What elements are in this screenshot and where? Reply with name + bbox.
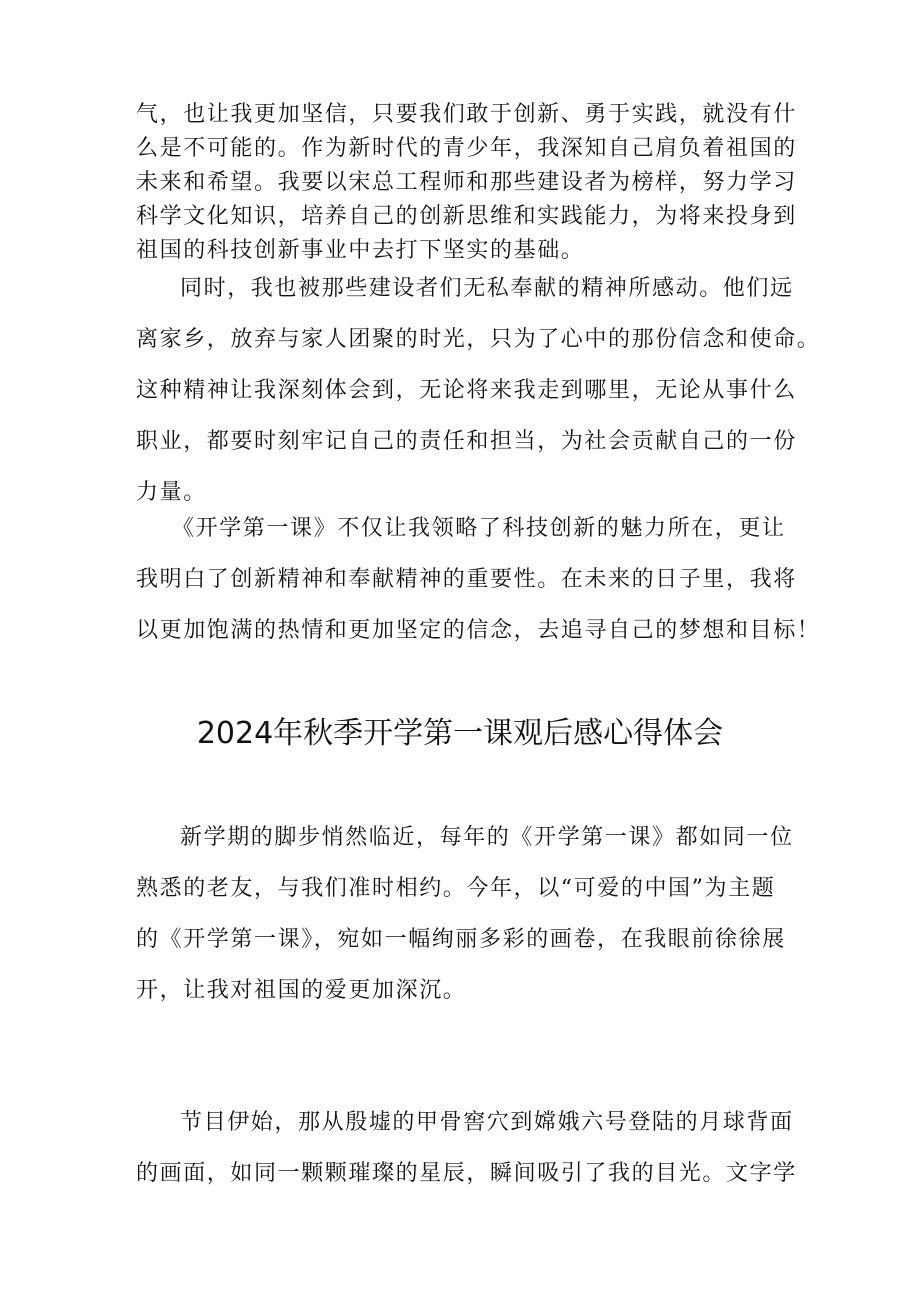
text-line: 以更加饱满的热情和更加坚定的信念，去追寻自己的梦想和目标！ bbox=[136, 618, 821, 643]
paragraph-innovation-conclusion bbox=[136, 98, 806, 268]
article-title: 2024年秋季开学第一课观后感心得体会 bbox=[196, 716, 724, 751]
text-line: 离家乡，放弃与家人团聚的时光，只为了心中的那份信念和使命。 bbox=[136, 327, 821, 352]
paragraph-program-opening bbox=[136, 1097, 806, 1199]
text-line: 节目伊始，那从殷墟的甲骨窖穴到嫦娥六号登陆的月球背面 bbox=[180, 1110, 794, 1135]
paragraph-intro bbox=[136, 812, 806, 1016]
text-line: 气，也让我更加坚信，只要我们敢于创新、勇于实践，就没有什 bbox=[136, 102, 797, 127]
text-line: 《开学第一课》不仅让我领略了科技创新的魅力所在，更让 bbox=[172, 516, 786, 541]
text-line: 力量。 bbox=[136, 480, 207, 505]
paragraph-summary bbox=[136, 503, 821, 656]
text-line: 的《开学第一课》，宛如一幅绚丽多彩的画卷，在我眼前徐徐展 bbox=[136, 927, 786, 952]
text-line: 未来和希望。我要以宋总工程师和那些建设者为榜样，努力学习 bbox=[136, 170, 797, 195]
paragraph-dedication bbox=[136, 263, 821, 518]
text-line: 新学期的脚步悄然临近，每年的《开学第一课》都如同一位 bbox=[180, 825, 794, 850]
text-line: 的画面，如同一颗颗璀璨的星辰，瞬间吸引了我的目光。文字学 bbox=[136, 1161, 797, 1186]
text-line: 职业，都要时刻牢记自己的责任和担当，为社会贡献自己的一份 bbox=[136, 429, 797, 454]
text-line: 科学文化知识，培养自己的创新思维和实践能力，为将来投身到 bbox=[136, 204, 797, 229]
text-line: 开，让我对祖国的爱更加深沉。 bbox=[136, 978, 467, 1003]
text-line: 么是不可能的。作为新时代的青少年，我深知自己肩负着祖国的 bbox=[136, 136, 797, 161]
text-line: 同时，我也被那些建设者们无私奉献的精神所感动。他们远 bbox=[180, 276, 794, 301]
text-line: 熟悉的老友，与我们准时相约。今年，以“可爱的中国”为主题 bbox=[136, 876, 776, 901]
text-line: 我明白了创新精神和奉献精神的重要性。在未来的日子里，我将 bbox=[136, 567, 797, 592]
text-line: 祖国的科技创新事业中去打下坚实的基础。 bbox=[136, 238, 585, 263]
text-line: 这种精神让我深刻体会到，无论将来我走到哪里，无论从事什么 bbox=[136, 378, 797, 403]
